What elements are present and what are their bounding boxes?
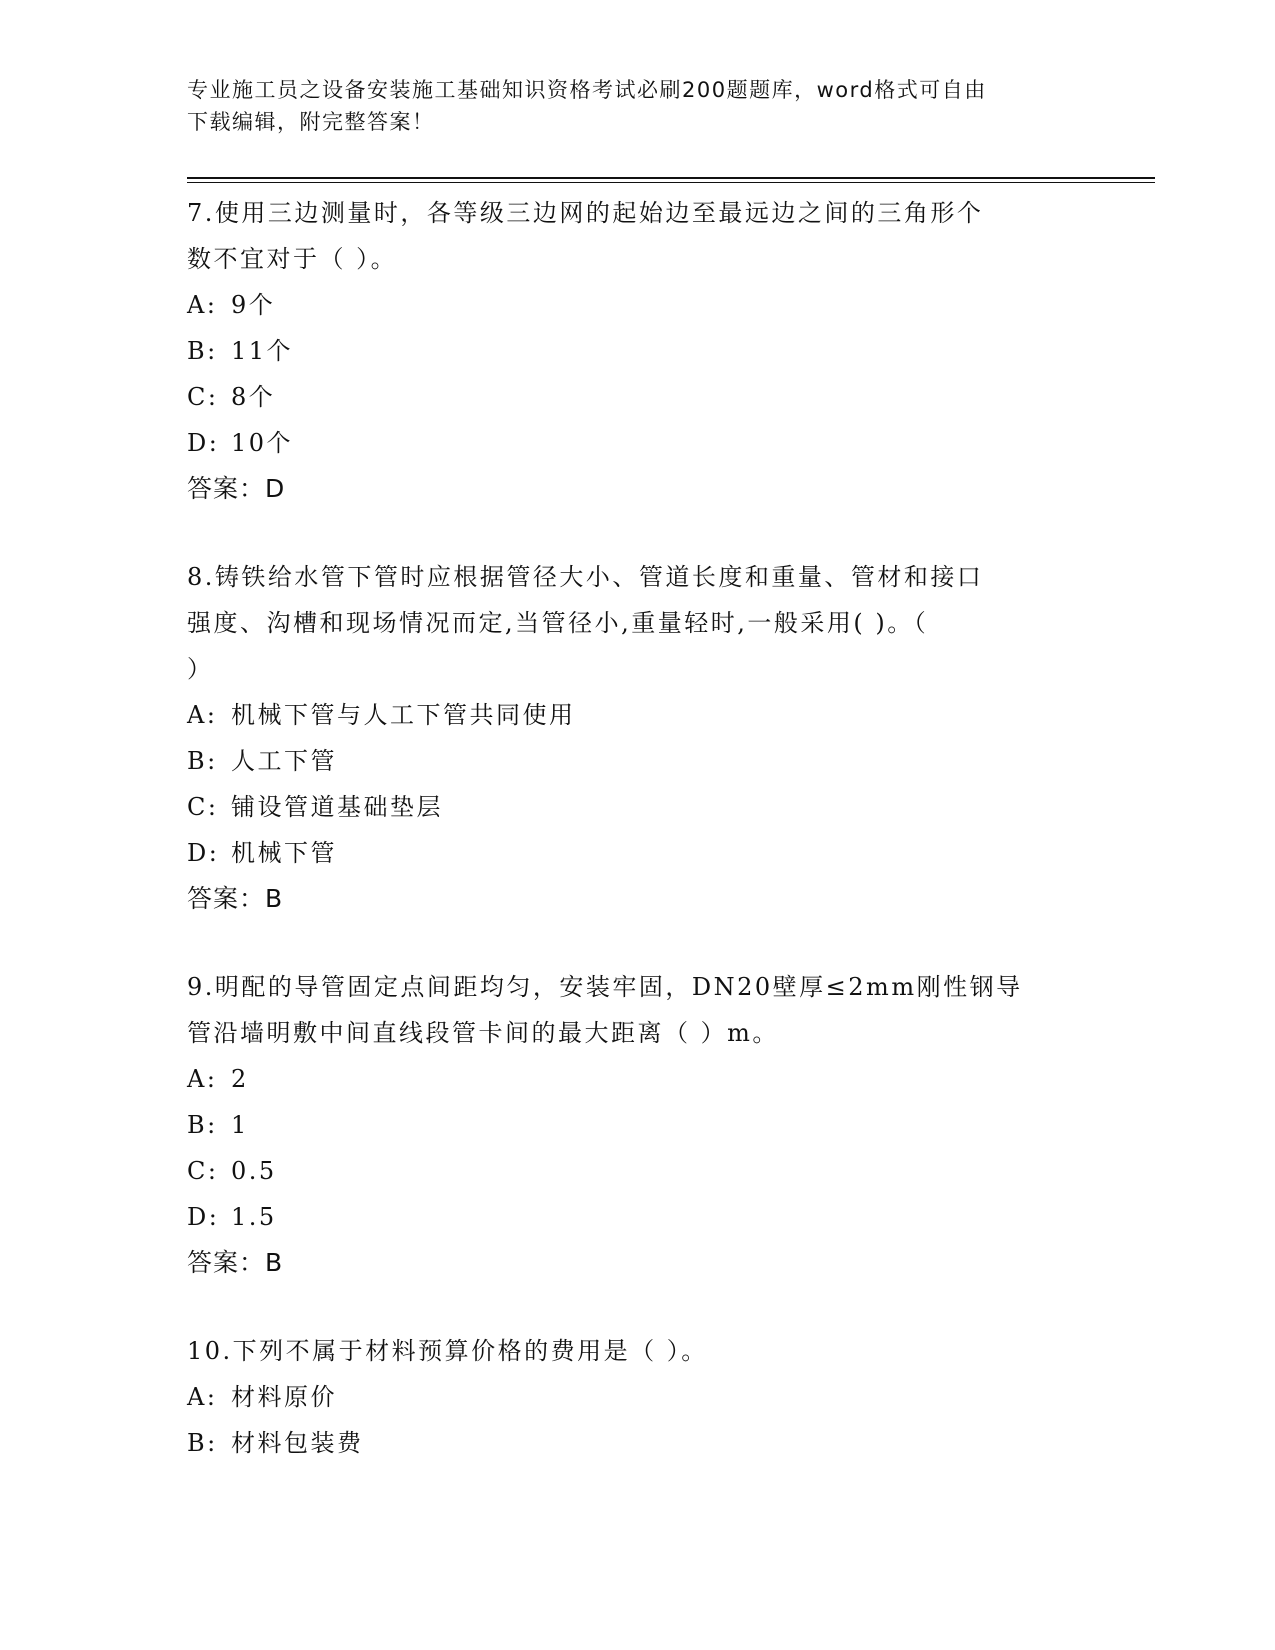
answer-option bbox=[187, 1374, 1087, 1420]
answer-option bbox=[187, 1148, 1087, 1194]
answer-option bbox=[187, 328, 1087, 374]
answer-option bbox=[187, 374, 1087, 420]
option-letter: B: bbox=[187, 1429, 218, 1457]
option-letter: C: bbox=[187, 793, 219, 821]
option-letter: C: bbox=[187, 1157, 219, 1185]
question-text: ） bbox=[187, 655, 214, 683]
header-divider-thin bbox=[187, 182, 1155, 183]
option-text: 2 bbox=[231, 1065, 249, 1093]
answer-option bbox=[187, 1194, 1087, 1240]
option-letter: A: bbox=[187, 1065, 218, 1093]
answer-option bbox=[187, 420, 1087, 466]
option-text: 10个 bbox=[231, 429, 294, 457]
answer-value: B bbox=[265, 1248, 284, 1277]
option-letter: B: bbox=[187, 747, 218, 775]
option-text: 9个 bbox=[231, 291, 276, 319]
option-letter: A: bbox=[187, 701, 218, 729]
question-text: 9.明配的导管固定点间距均匀，安装牢固，DN20壁厚≤2mm刚性钢导 bbox=[187, 973, 1023, 1001]
option-letter: B: bbox=[187, 337, 218, 365]
option-letter: D: bbox=[187, 429, 220, 457]
option-text: 11个 bbox=[231, 337, 294, 365]
option-text: 机械下管 bbox=[231, 839, 337, 867]
option-text: 1.5 bbox=[231, 1203, 277, 1231]
answer-option bbox=[187, 830, 1087, 876]
option-letter: B: bbox=[187, 1111, 218, 1139]
option-text: 材料包装费 bbox=[231, 1429, 364, 1457]
answer-option bbox=[187, 282, 1087, 328]
answer-line bbox=[187, 466, 1087, 512]
answer-option bbox=[187, 738, 1087, 784]
option-letter: D: bbox=[187, 839, 220, 867]
answer-value: D bbox=[265, 474, 286, 503]
question-text: 强度、沟槽和现场情况而定,当管径小,重量轻时,一般采用( )。（ bbox=[187, 609, 929, 637]
answer-option bbox=[187, 692, 1087, 738]
option-text: 1 bbox=[231, 1111, 249, 1139]
option-letter: D: bbox=[187, 1203, 220, 1231]
question-list bbox=[187, 190, 1087, 1508]
question-text: 8.铸铁给水管下管时应根据管径大小、管道长度和重量、管材和接口 bbox=[187, 563, 984, 591]
answer-option bbox=[187, 1056, 1087, 1102]
answer-value: B bbox=[265, 884, 284, 913]
question-text: 10.下列不属于材料预算价格的费用是（ ）。 bbox=[187, 1337, 708, 1365]
answer-line bbox=[187, 1240, 1087, 1286]
header-line: 下载编辑，附完整答案！ bbox=[187, 110, 435, 134]
answer-option bbox=[187, 784, 1087, 830]
question-text: 管沿墙明敷中间直线段管卡间的最大距离（ ）m。 bbox=[187, 1019, 779, 1047]
option-text: 8个 bbox=[231, 383, 276, 411]
document-header bbox=[187, 74, 1067, 138]
option-text: 人工下管 bbox=[231, 747, 337, 775]
question-block bbox=[187, 1328, 1087, 1466]
option-text: 0.5 bbox=[231, 1157, 277, 1185]
question-block bbox=[187, 190, 1087, 512]
answer-option bbox=[187, 1102, 1087, 1148]
option-text: 材料原价 bbox=[231, 1383, 337, 1411]
question-text: 数不宜对于（ ）。 bbox=[187, 245, 398, 273]
question-text: 7.使用三边测量时，各等级三边网的起始边至最远边之间的三角形个 bbox=[187, 199, 984, 227]
answer-label: 答案： bbox=[187, 884, 266, 913]
header-divider-thick bbox=[187, 177, 1155, 179]
answer-line bbox=[187, 876, 1087, 922]
answer-label: 答案： bbox=[187, 1248, 266, 1277]
option-text: 铺设管道基础垫层 bbox=[231, 793, 443, 821]
header-line: 专业施工员之设备安装施工基础知识资格考试必刷200题题库，word格式可自由 bbox=[187, 78, 987, 102]
question-block bbox=[187, 964, 1087, 1286]
option-text: 机械下管与人工下管共同使用 bbox=[231, 701, 576, 729]
option-letter: A: bbox=[187, 1383, 218, 1411]
option-letter: A: bbox=[187, 291, 218, 319]
answer-label: 答案： bbox=[187, 474, 266, 503]
option-letter: C: bbox=[187, 383, 219, 411]
answer-option bbox=[187, 1420, 1087, 1466]
question-block bbox=[187, 554, 1087, 922]
